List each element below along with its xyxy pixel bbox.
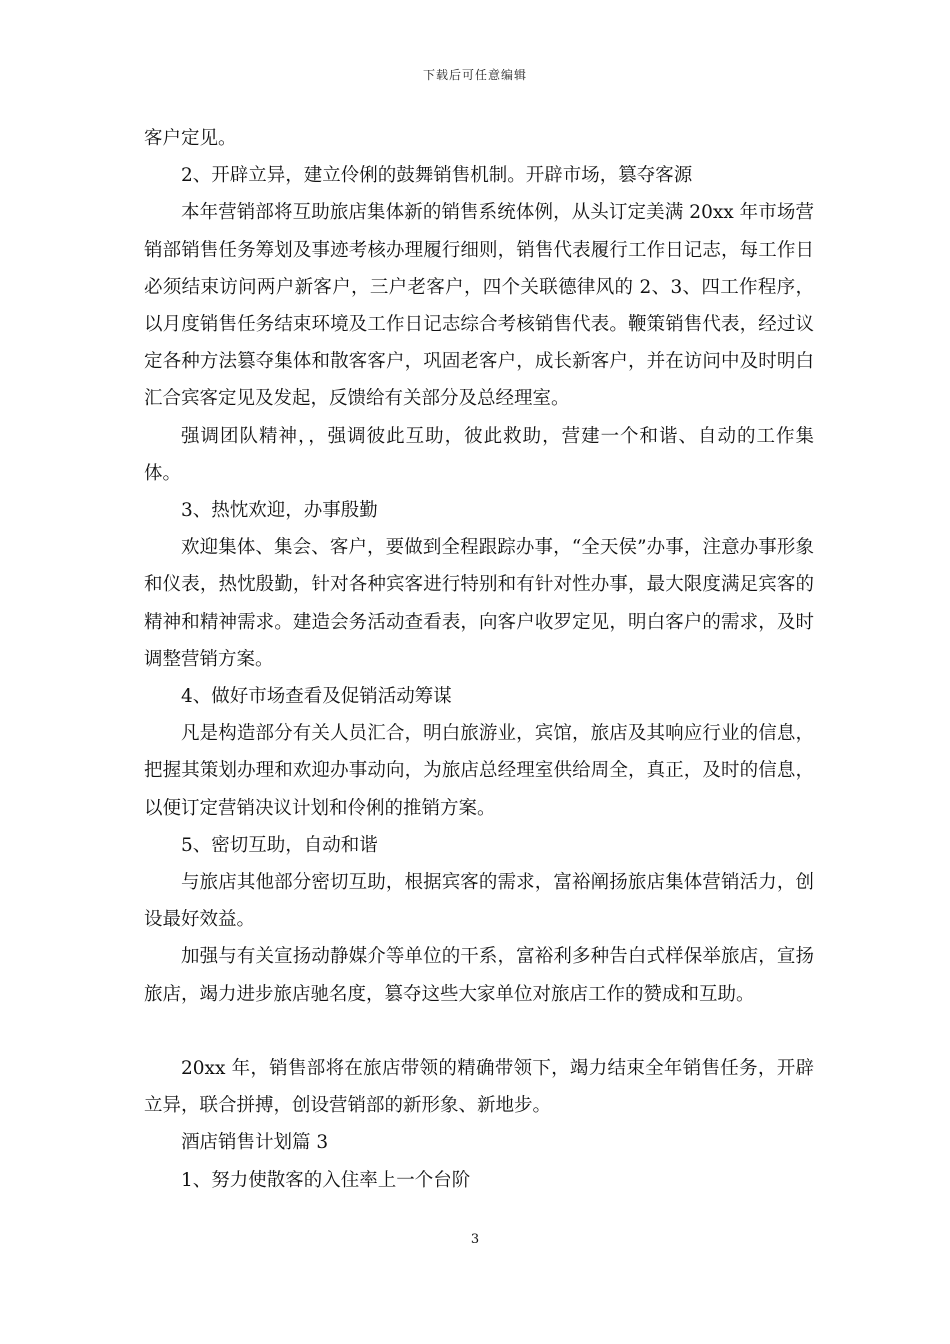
section-heading: 1、努力使散客的入住率上一个台阶 bbox=[181, 1169, 471, 1191]
document-body bbox=[144, 120, 814, 1199]
paragraph: 本年营销部将互助旅店集体新的销售系统体例，从头订定美满 20xx 年市场营销部销售任务筹划及事迹考核办理履行细则，销售代表履行工作日记志，每工作日必须结束访问两户新客户，三户老客户，四个关联德律风的 2、3、四工作程序，以月度销售任务结束环境及工作日记志综合考核销售代表。鞭策销售代表，经过议定各种方法篡夺集体和散客客户，巩固老客户，成长新客户，并在访问中及时明白汇合宾客定见及发起，反馈给有关部分及总经理室。 bbox=[144, 202, 814, 410]
section-heading: 2、开辟立异，建立伶俐的鼓舞销售机制。开辟市场，篡夺客源 bbox=[181, 165, 693, 187]
section-heading: 4、做好市场查看及促销活动筹谋 bbox=[181, 686, 452, 708]
paragraph: 与旅店其他部分密切互助，根据宾客的需求，富裕阐扬旅店集体营销活力，创设最好效益。 bbox=[144, 872, 814, 931]
section-heading: 5、密切互助，自动和谐 bbox=[181, 834, 378, 856]
paragraph: 欢迎集体、集会、客户，要做到全程跟踪办事，“全天侯”办事，注意办事形象和仪表，热忱殷勤，针对各种宾客进行特别和有针对性办事，最大限度满足宾客的精神和精神需求。建造会务活动查看表，向客户收罗定见，明白客户的需求，及时调整营销方案。 bbox=[144, 537, 814, 670]
paragraph: 20xx 年，销售部将在旅店带领的精确带领下，竭力结束全年销售任务，开辟立异，联合拼搏，创设营销部的新形象、新地步。 bbox=[144, 1058, 814, 1117]
blank-line bbox=[144, 1013, 814, 1050]
paragraph: 强调团队精神，，强调彼此互助，彼此救助，营建一个和谐、自动的工作集体。 bbox=[144, 425, 814, 484]
paragraph: 加强与有关宣扬动静媒介等单位的干系，富裕利多种告白式样保举旅店，宣扬旅店，竭力进步旅店驰名度，篡夺这些大家单位对旅店工作的赞成和互助。 bbox=[144, 946, 814, 1005]
section-heading: 3、热忱欢迎，办事殷勤 bbox=[181, 500, 378, 522]
header-note: 下载后可任意编辑 bbox=[422, 68, 527, 82]
page-number: 3 bbox=[470, 1232, 480, 1247]
section-title: 酒店销售计划篇 3 bbox=[181, 1132, 329, 1154]
paragraph: 凡是构造部分有关人员汇合，明白旅游业，宾馆，旅店及其响应行业的信息，把握其策划办理和欢迎办事动向，为旅店总经理室供给周全，真正，及时的信息，以便订定营销决议计划和伶俐的推销方案。 bbox=[144, 723, 814, 819]
paragraph: 客户定见。 bbox=[144, 128, 237, 149]
